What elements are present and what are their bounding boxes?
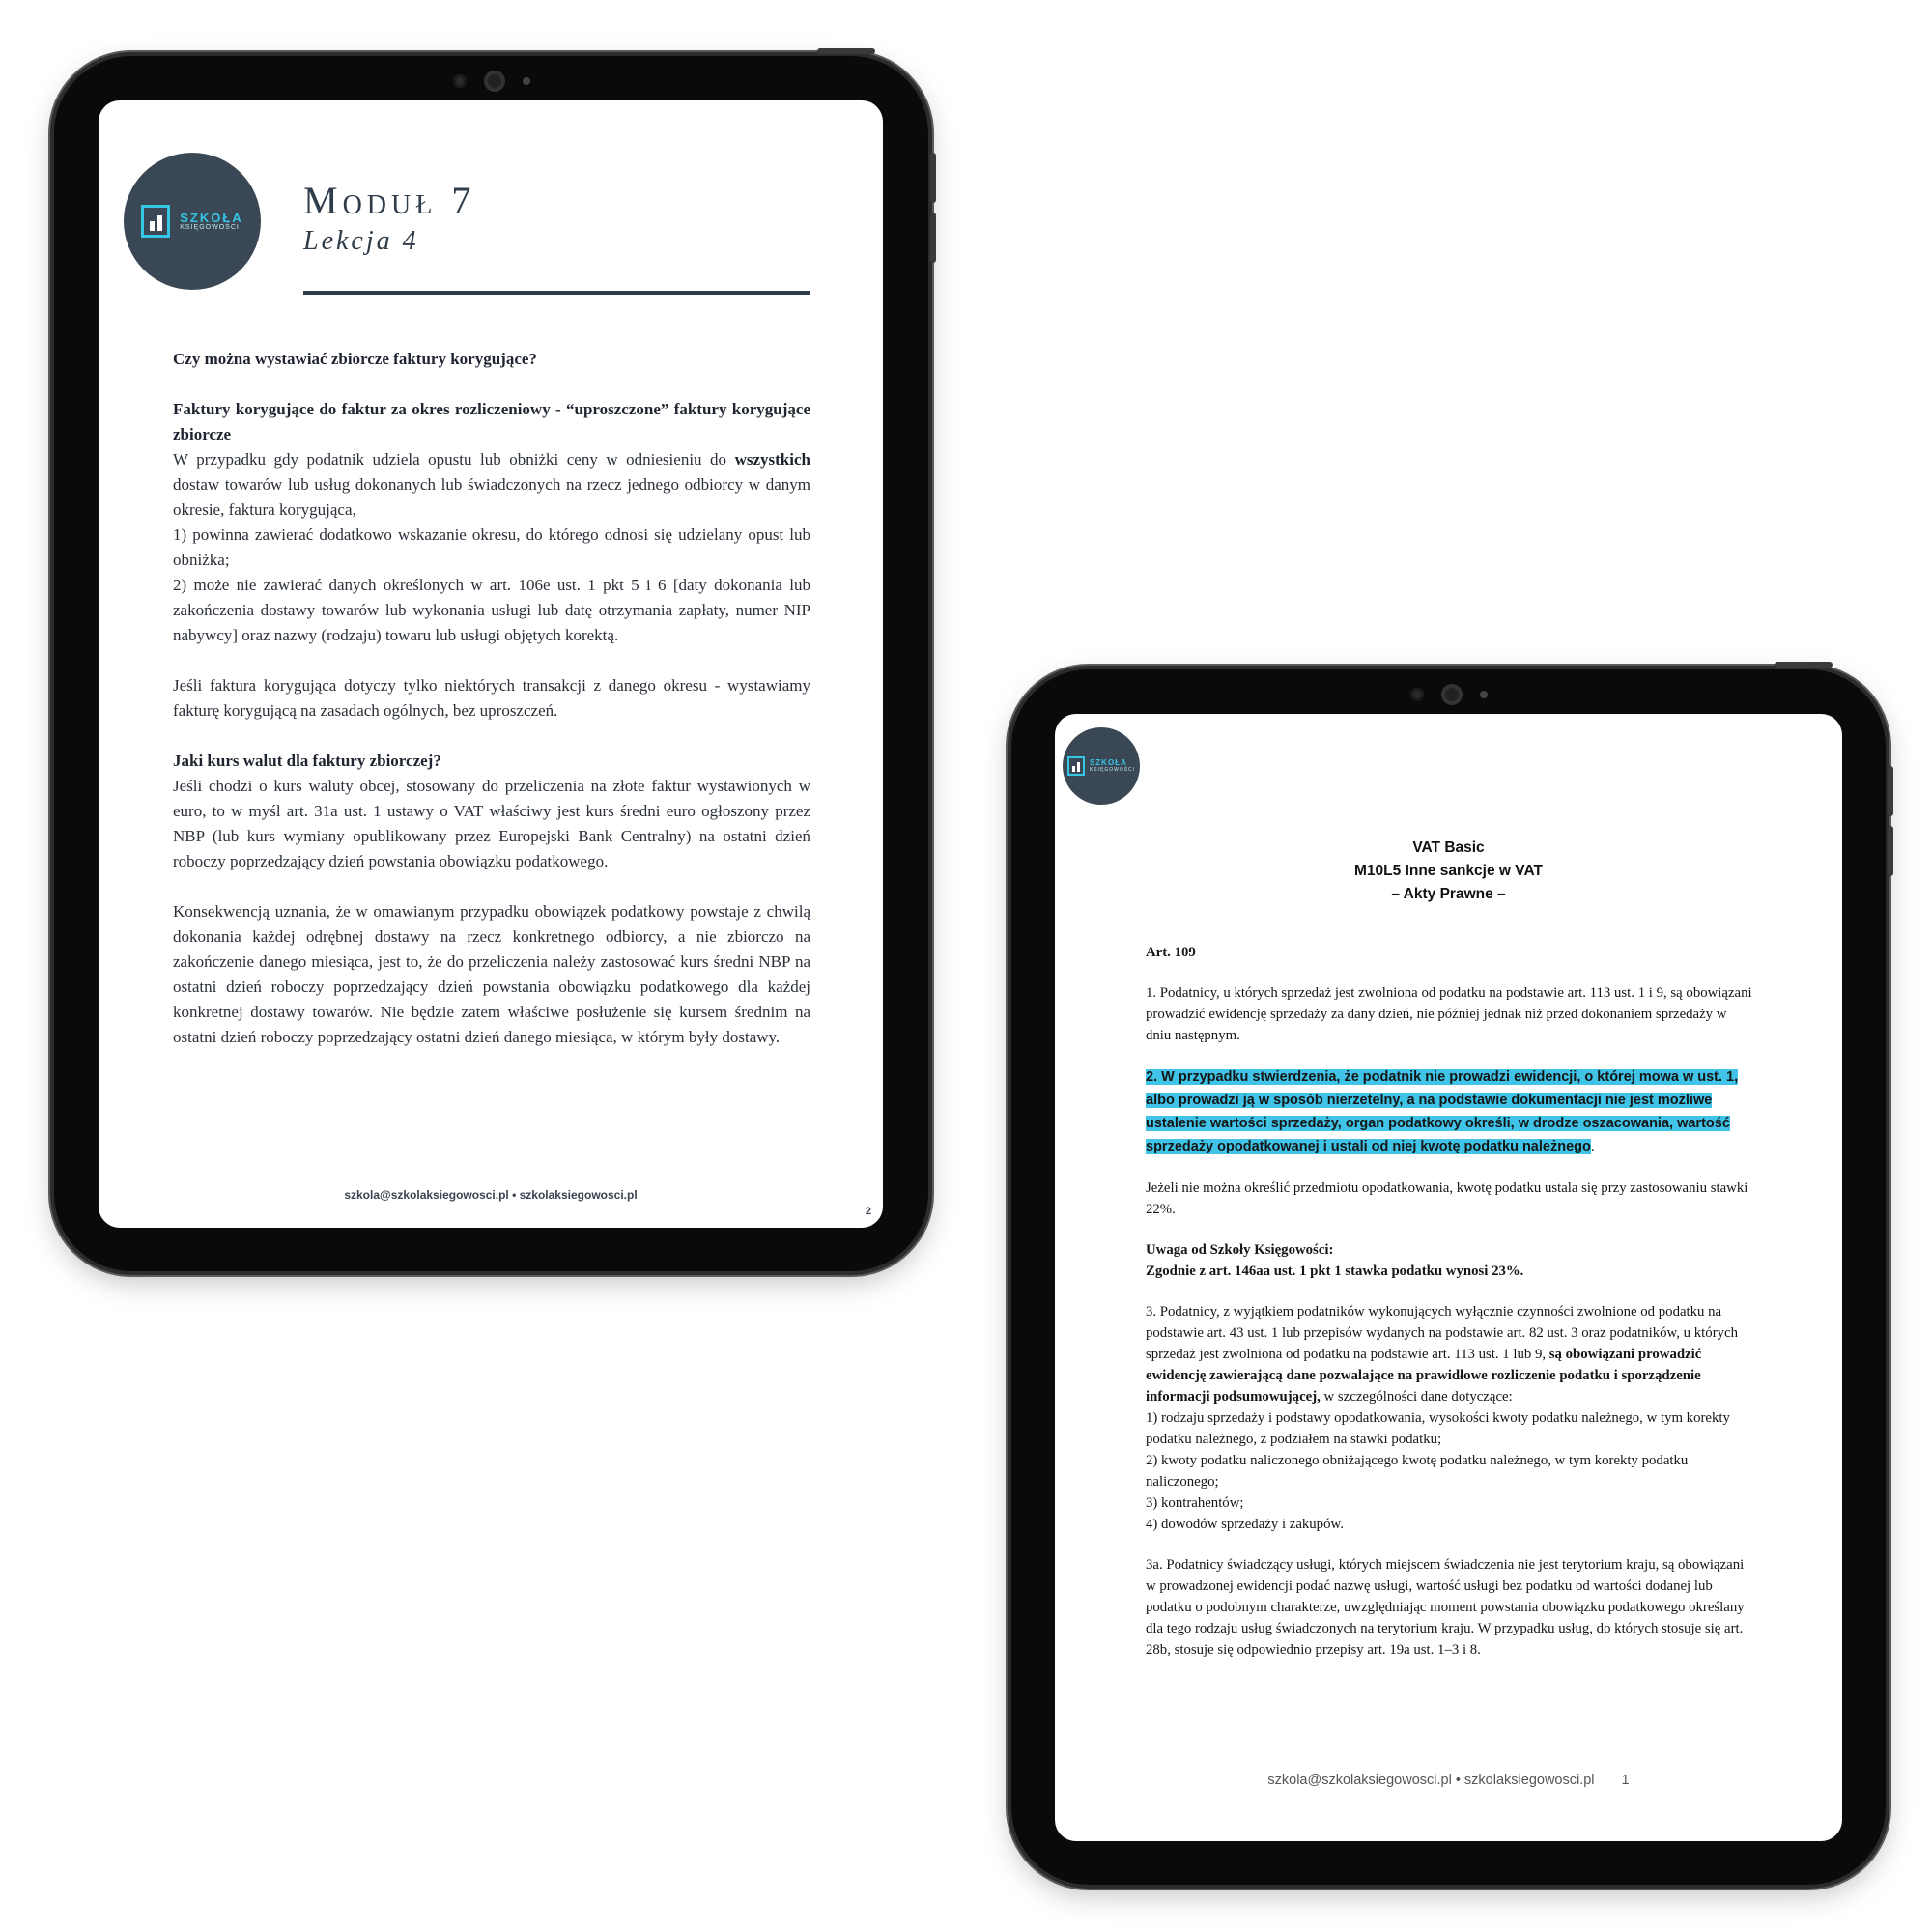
module-title: Moduł 7 xyxy=(303,179,476,222)
paragraph: W przypadku gdy podatnik udziela opustu lub obniżki ceny w odniesieniu do wszystkich dostaw towarów lub usług dokonanych lub świadczonych na rzecz jednego odbiorcy w danym okresie, faktura korygująca, xyxy=(173,450,810,519)
document-header xyxy=(1055,837,1842,906)
paragraph: Jeśli chodzi o kurs waluty obcej, stosowany do przeliczenia na złote faktur wystawionych w euro, to w myśl art. 31a ust. 1 ustawy o VAT właściwy jest kurs średni euro ogłoszony przez NBP (lub kurs wymiany opublikowany przez Europejski Bank Centralny) na ostatni dzień roboczy poprzedzający dzień powstania obowiązku podatkowego. xyxy=(173,777,810,870)
document-body xyxy=(1146,942,1754,1661)
logo-name: SZKOŁA xyxy=(180,210,243,225)
logo-name: SZKOŁA xyxy=(1089,758,1127,768)
lesson-title: Lekcja 4 xyxy=(303,226,419,256)
note-title: Uwaga od Szkoły Księgowości: xyxy=(1146,1242,1334,1258)
section-title: – Akty Prawne – xyxy=(1391,886,1506,902)
list-item: 1) powinna zawierać dodatkowo wskazanie okresu, do którego odnosi się udzielany opust lub obniżka; xyxy=(173,526,810,569)
camera-bar xyxy=(453,71,530,92)
paragraph: 3. Podatnicy, z wyjątkiem podatników wykonujących wyłącznie czynności zwolnione od podatku na podstawie art. 43 ust. 1 lub przepisów wydanych na podstawie art. 82 ust. 3 oraz podatników, u których sprzedaż jest zwolniona od podatku na podstawie art. 113 ust. 1 lub 9, są obowiązani prowadzić ewidencję zawierającą dane pozwalające na prawidłowe rozliczenie podatku i sporządzenie informacji podsumowującej, w szczególności dane dotyczące: xyxy=(1146,1304,1738,1405)
section-heading: Faktury korygujące do faktur za okres rozliczeniowy - “uproszczone” faktury korygujące zbiorcze xyxy=(173,400,810,443)
volume-down-button xyxy=(1888,826,1893,876)
tablet-right xyxy=(1011,669,1886,1885)
sensor-icon xyxy=(1410,688,1424,701)
article-heading: Art. 109 xyxy=(1146,945,1196,960)
screen-left[interactable] xyxy=(99,100,883,1228)
page-number: 1 xyxy=(1621,1773,1630,1788)
footer-contact xyxy=(1055,1773,1842,1788)
footer-text: szkola@szkolaksiegowosci.pl • szkolaksiegowosci.pl xyxy=(1267,1773,1595,1788)
light-sensor-icon xyxy=(1480,691,1488,698)
list-item: 2) może nie zawierać danych określonych w art. 106e ust. 1 pkt 5 i 6 [daty dokonania lub zakończenia dostawy towarów lub wykonania usługi lub datę otrzymania zapłaty, numer NIP nabywcy] oraz nazwy (rodzaju) towaru lub usługi objętych korektą. xyxy=(173,576,810,644)
camera-icon xyxy=(1441,684,1463,705)
power-button xyxy=(817,48,875,54)
camera-bar xyxy=(1410,684,1488,705)
lesson-title: M10L5 Inne sankcje w VAT xyxy=(1354,863,1543,879)
paragraph: Jeżeli nie można określić przedmiotu opodatkowania, kwotę podatku ustala się przy zastosowaniu stawki 22%. xyxy=(1146,1180,1748,1217)
tablet-left xyxy=(54,56,928,1271)
school-logo xyxy=(124,153,261,290)
title-divider xyxy=(303,291,810,295)
highlighted-paragraph: 2. W przypadku stwierdzenia, że podatnik nie prowadzi ewidencji, o której mowa w ust. 1, albo prowadzi ją w sposób nierzetelny, a na podstawie dokumentacji nie jest możliwe ustalenie wartości sprzedaży, organ podatkowy określi, w drodze oszacowania, wartość sprzedaży opodatkowanej i ustali od niej kwotę podatku należnego. xyxy=(1146,1069,1739,1154)
list-item: 3) kontrahentów; xyxy=(1146,1495,1244,1511)
page-number: 2 xyxy=(865,1206,871,1217)
paragraph: Konsekwencją uznania, że w omawianym przypadku obowiązek podatkowy powstaje z chwilą dokonania każdej odrębnej dostawy na rzecz konkretnego odbiorcy, a nie zbiorczo na zakończenie danego miesiąca, jest to, że do przeliczenia należy zastosować kurs średni NBP na ostatni dzień roboczy poprzedzający dzień powstania obowiązku podatkowego dla każdej konkretnej dostawy towarów. Nie będzie zatem właściwe posłużenie się kursem średnim na ostatni dzień roboczy poprzedzający ostatni dzień danego miesiąca, w którym były dostawy. xyxy=(173,902,810,1046)
question-heading: Czy można wystawiać zbiorcze faktury korygujące? xyxy=(173,350,537,368)
paragraph: Jeśli faktura korygująca dotyczy tylko niektórych transakcji z danego okresu - wystawiamy fakturę korygującą na zasadach ogólnych, bez uproszczeń. xyxy=(173,676,810,720)
logo-subtitle: KSIĘGOWOŚCI xyxy=(1089,766,1136,773)
list-item: 4) dowodów sprzedaży i zakupów. xyxy=(1146,1517,1344,1532)
course-title: VAT Basic xyxy=(1412,839,1485,856)
list-item: 1) rodzaju sprzedaży i podstawy opodatkowania, wysokości kwoty podatku należnego, w tym korekty podatku należnego, z podziałem na stawki podatku; xyxy=(1146,1410,1730,1447)
list-item: 2) kwoty podatku naliczonego obniżającego kwotę podatku należnego, w tym korekty podatku naliczonego; xyxy=(1146,1453,1689,1490)
paragraph: 3a. Podatnicy świadczący usługi, których miejscem świadczenia nie jest terytorium kraju, są obowiązani w prowadzonej ewidencji podać nazwę usługi, wartość usługi bez podatku od wartości dodanej lub podatku o podobnym charakterze, uwzględniając moment powstania obowiązku podatkowego określany dla tego rodzaju usług świadczonych na terytorium kraju. W przypadku usług, do których stosuje się art. 28b, stosuje się odpowiednio przepisy art. 19a ust. 1–3 i 8. xyxy=(1146,1557,1745,1658)
power-button xyxy=(1775,662,1833,668)
document-body xyxy=(173,347,810,1050)
sensor-icon xyxy=(453,74,467,88)
volume-up-button xyxy=(1888,766,1893,816)
camera-icon xyxy=(484,71,505,92)
question-heading: Jaki kurs walut dla faktury zbiorczej? xyxy=(173,752,441,770)
volume-up-button xyxy=(930,153,936,203)
light-sensor-icon xyxy=(523,77,530,85)
volume-down-button xyxy=(930,213,936,263)
chart-logo-icon xyxy=(141,205,170,238)
note-text: Zgodnie z art. 146aa ust. 1 pkt 1 stawka podatku wynosi 23%. xyxy=(1146,1264,1524,1279)
school-logo xyxy=(1063,727,1140,805)
logo-subtitle: KSIĘGOWOŚCI xyxy=(180,224,240,232)
footer-contact: szkola@szkolaksiegowosci.pl • szkolaksiegowosci.pl xyxy=(344,1188,638,1202)
screen-right[interactable] xyxy=(1055,714,1842,1841)
paragraph: 1. Podatnicy, u których sprzedaż jest zwolniona od podatku na podstawie art. 113 ust. 1 i 9, są obowiązani prowadzić ewidencję sprzedaży za dany dzień, nie później jednak niż przed dokonaniem sprzedaży w dniu następnym. xyxy=(1146,985,1752,1043)
chart-logo-icon xyxy=(1067,756,1085,776)
